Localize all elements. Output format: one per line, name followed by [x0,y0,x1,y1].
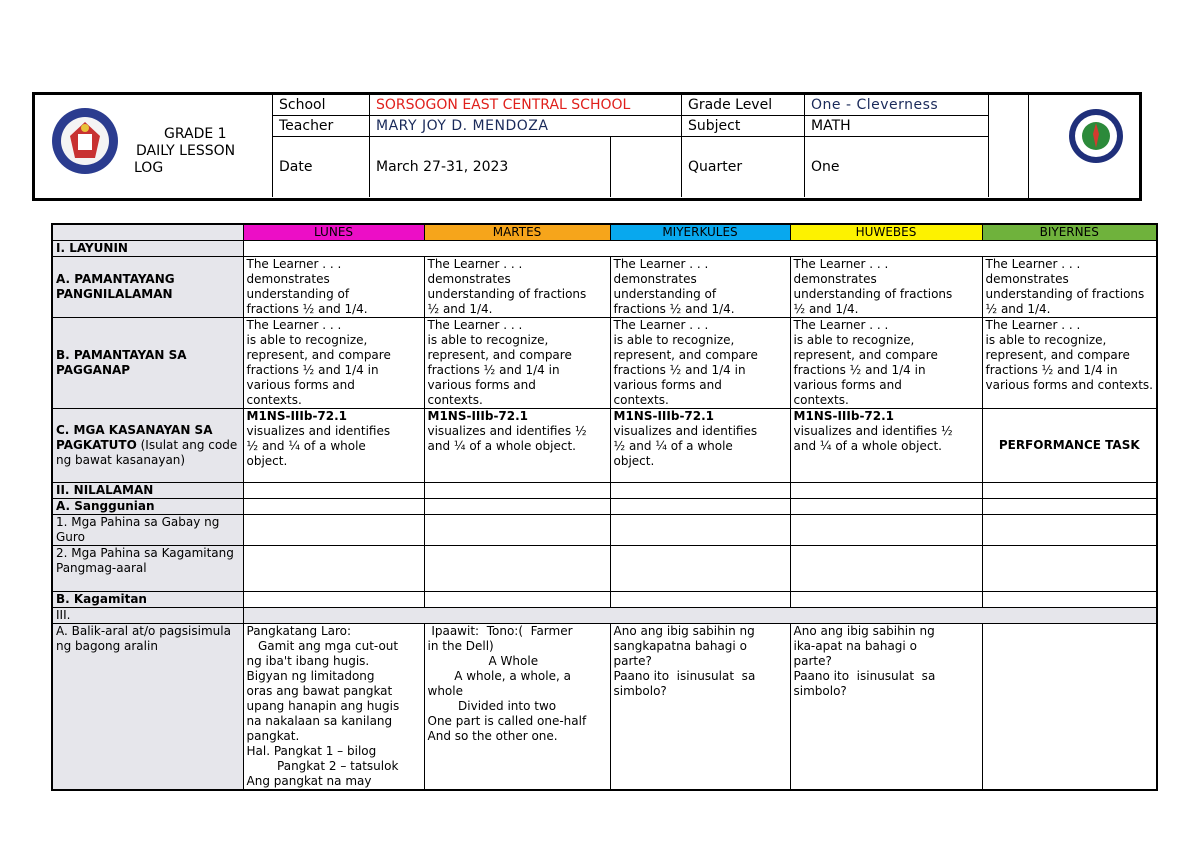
empty-cell [790,499,982,515]
empty-cell [424,483,610,499]
kagamitang-pangmag-aaral-label: 2. Mga Pahina sa Kagamitang Pangmag-aaral [52,546,243,592]
competency-text: visualizes and identifies ½ and ¼ of a whole object. [427,424,587,453]
kasanayan-label-rest: (Isulat ang code ng bawat kasanayan) [56,438,238,467]
empty-cell [610,515,790,546]
header-divider [1028,94,1029,200]
competency-text: visualizes and identifies ½ and ¼ of a whole object. [793,424,953,453]
grade-level-label: Grade Level [682,95,805,116]
empty-cell [610,546,790,592]
empty-cell [982,592,1157,608]
corner-cell [52,224,243,241]
gabay-label: 1. Mga Pahina sa Gabay ng Guro [52,515,243,546]
layunin-label: I. LAYUNIN [52,241,243,257]
quarter-value: One [805,137,989,198]
a-cell-biyernes: The Learner . . . demonstrates understanding of fractions ½ and 1/4. [982,257,1157,318]
empty-cell [424,515,610,546]
day-header-huwebes: HUWEBES [790,224,982,241]
school-label: School [273,95,370,116]
quarter-label: Quarter [682,137,805,198]
balik-cell-biyernes [982,624,1157,791]
layunin-span [243,241,1157,257]
deped-seal-icon [50,106,120,176]
school-seal-icon [1068,108,1124,164]
c-cell-huwebes [790,409,982,483]
kasanayan-label-bold: C. MGA KASANAYAN SA PAGKATUTO [56,423,213,452]
a-cell-miyerkules: The Learner . . . demonstrates understanding of fractions ½ and 1/4. [610,257,790,318]
b-cell-huwebes: The Learner . . . is able to recognize, represent, and compare fractions ½ and 1/4 in various forms and contexts. [790,318,982,409]
empty-cell [610,499,790,515]
iii-label: III. [52,608,243,624]
day-header-martes: MARTES [424,224,610,241]
empty-cell [243,546,424,592]
subject-label: Subject [682,116,805,137]
competency-code: M1NS-IIIb-72.1 [427,409,529,423]
empty-cell [790,592,982,608]
date-value: March 27-31, 2023 [370,137,611,198]
grade-level-value: One - Cleverness [805,95,989,116]
empty-cell [982,546,1157,592]
day-header-lunes: LUNES [243,224,424,241]
competency-text: visualizes and identifies ½ and ¼ of a whole object. [246,424,391,468]
date-extra-cell [611,137,682,198]
kasanayan-label [52,409,243,483]
competency-code: M1NS-IIIb-72.1 [793,409,895,423]
title-line-2: DAILY LESSON [136,143,236,159]
title-line-3: LOG [134,160,164,176]
empty-cell [610,483,790,499]
empty-cell [424,592,610,608]
b-cell-biyernes: The Learner . . . is able to recognize, represent, and compare fractions ½ and 1/4 in various forms and contexts. [982,318,1157,409]
empty-cell [790,546,982,592]
competency-text: visualizes and identifies ½ and ¼ of a whole object. [613,424,758,468]
competency-code: M1NS-IIIb-72.1 [613,409,715,423]
empty-cell [424,499,610,515]
nilalaman-label: II. NILALAMAN [52,483,243,499]
c-cell-martes [424,409,610,483]
title-line-1: GRADE 1 [164,126,227,142]
pamantayan-sa-pagganap-label: B. PAMANTAYAN SA PAGGANAP [52,318,243,409]
school-value: SORSOGON EAST CENTRAL SCHOOL [370,95,682,116]
balik-cell-lunes: Pangkatang Laro: Gamit ang mga cut-out ng iba't ibang hugis. Bigyan ng limitadong oras ang bawat pangkat upang hanapin ang hugis na nakalaan sa kanilang pangkat. Hal. Pangkat 1 – bilog Pangkat 2 – tatsulok Ang pangkat na may [243,624,424,791]
empty-cell [243,483,424,499]
day-header-biyernes: BIYERNES [982,224,1157,241]
empty-cell [610,592,790,608]
teacher-label: Teacher [273,116,370,137]
subject-value: MATH [805,116,989,137]
info-table [272,94,989,197]
a-cell-lunes: The Learner . . . demonstrates understanding of fractions ½ and 1/4. [243,257,424,318]
sanggunian-label: A. Sanggunian [52,499,243,515]
competency-code: M1NS-IIIb-72.1 [246,409,348,423]
balik-cell-huwebes: Ano ang ibig sabihin ng ika-apat na bahagi o parte? Paano ito isinusulat sa simbolo? [790,624,982,791]
day-header-miyerkules: MIYERKULES [610,224,790,241]
lesson-grid [51,223,1158,791]
balik-aral-label: A. Balik-aral at/o pagsisimula ng bagong aralin [52,624,243,791]
c-cell-miyerkules [610,409,790,483]
date-label: Date [273,137,370,198]
empty-cell [790,515,982,546]
performance-task-cell: PERFORMANCE TASK [982,409,1157,483]
b-cell-miyerkules: The Learner . . . is able to recognize, represent, and compare fractions ½ and 1/4 in various forms and contexts. [610,318,790,409]
a-cell-huwebes: The Learner . . . demonstrates understanding of fractions ½ and 1/4. [790,257,982,318]
iii-span [243,608,1157,624]
empty-cell [982,515,1157,546]
empty-cell [982,499,1157,515]
c-cell-lunes [243,409,424,483]
empty-cell [243,592,424,608]
b-cell-lunes: The Learner . . . is able to recognize, represent, and compare fractions ½ and 1/4 in various forms and contexts. [243,318,424,409]
kagamitan-label: B. Kagamitan [52,592,243,608]
empty-cell [243,499,424,515]
empty-cell [982,483,1157,499]
b-cell-martes: The Learner . . . is able to recognize, represent, and compare fractions ½ and 1/4 in various forms and contexts. [424,318,610,409]
pamantayang-pangnilalaman-label: A. PAMANTAYANG PANGNILALAMAN [52,257,243,318]
a-cell-martes: The Learner . . . demonstrates understanding of fractions ½ and 1/4. [424,257,610,318]
empty-cell [790,483,982,499]
balik-cell-martes: Ipaawit: Tono:( Farmer in the Dell) A Whole A whole, a whole, a whole Divided into two One part is called one-half And so the other one. [424,624,610,791]
teacher-value: MARY JOY D. MENDOZA [370,116,682,137]
balik-cell-miyerkules: Ano ang ibig sabihin ng sangkapatna bahagi o parte? Paano ito isinusulat sa simbolo? [610,624,790,791]
title-block [134,126,274,177]
empty-cell [243,515,424,546]
empty-cell [424,546,610,592]
